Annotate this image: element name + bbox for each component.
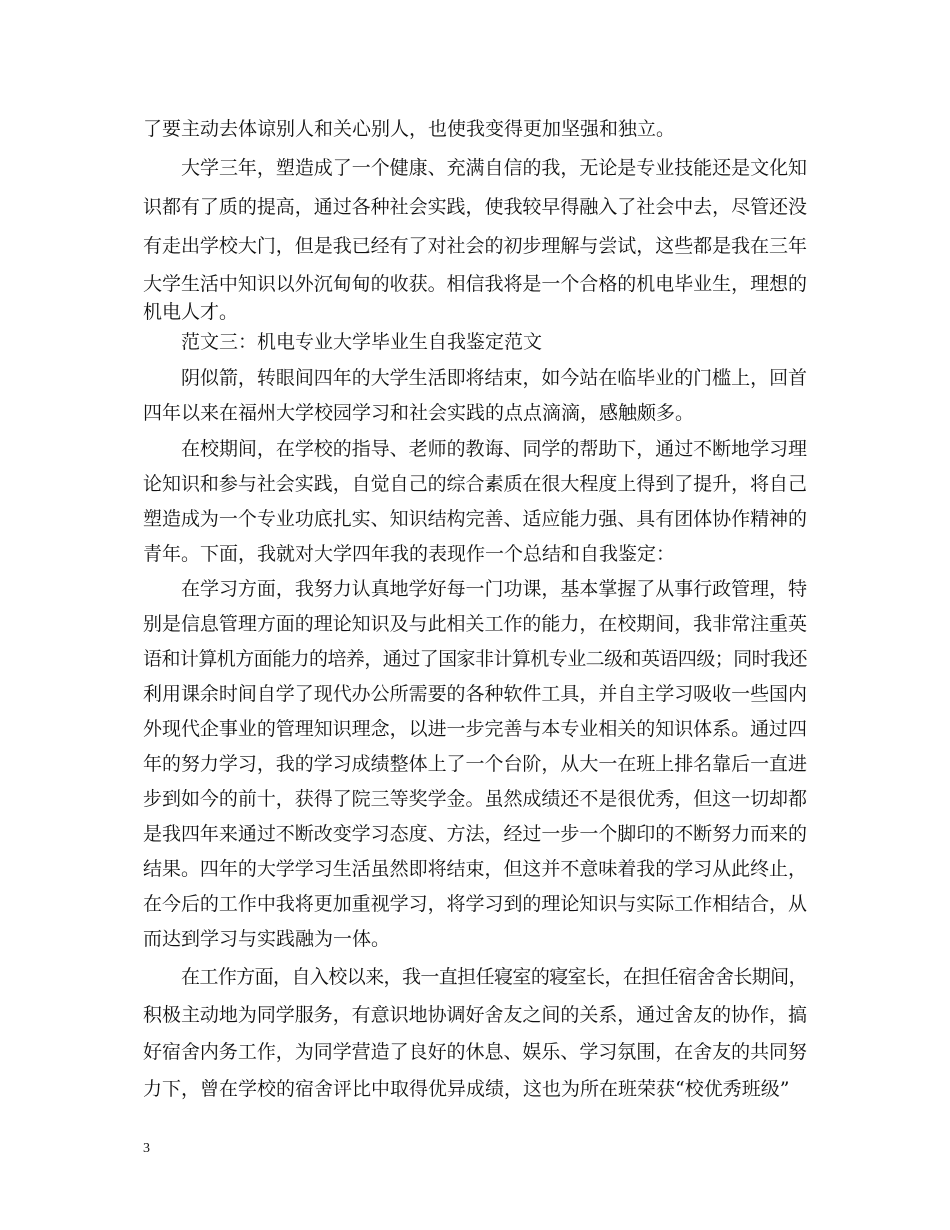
text-line: 识都有了质的提高，通过各种社会实践，使我较早得融入了社会中去，尽管还没 <box>143 196 808 218</box>
text-line: 有走出学校大门，但是我已经有了对社会的初步理解与尝试，这些都是我在三年 <box>143 235 808 257</box>
text-line: 在校期间，在学校的指导、老师的教诲、同学的帮助下，通过不断地学习理 <box>181 438 808 460</box>
text-line: 阴似箭，转眼间四年的大学生活即将结束，如今站在临毕业的门槛上，回首 <box>181 367 808 389</box>
text-line: 在工作方面，自入校以来，我一直担任寝室的寝室长，在担任宿舍舍长期间， <box>181 966 808 988</box>
text-line: 在今后的工作中我将更加重视学习，将学习到的理论知识与实际工作相结合，从 <box>143 893 808 915</box>
page-number: 3 <box>143 1141 150 1156</box>
text-line: 青年。下面，我就对大学四年我的表现作一个总结和自我鉴定： <box>143 543 676 565</box>
text-line: 外现代企事业的管理知识理念，以进一步完善与本专业相关的知识体系。通过四 <box>143 718 808 740</box>
text-line: 力下，曾在学校的宿舍评比中取得优异成绩，这也为所在班荣获“校优秀班级” <box>143 1078 790 1100</box>
text-line: 结果。四年的大学学习生活虽然即将结束，但这并不意味着我的学习从此终止， <box>143 858 808 880</box>
text-line: 语和计算机方面能力的培养，通过了国家非计算机专业二级和英语四级；同时我还 <box>143 648 808 670</box>
text-line: 四年以来在福州大学校园学习和社会实践的点点滴滴，感触颇多。 <box>143 402 695 424</box>
text-line: 在学习方面，我努力认真地学好每一门功课，基本掌握了从事行政管理，特 <box>181 578 808 600</box>
text-line: 利用课余时间自学了现代办公所需要的各种软件工具，并自主学习吸收一些国内 <box>143 683 808 705</box>
text-line: 积极主动地为同学服务，有意识地协调好舍友之间的关系，通过舍友的协作，搞 <box>143 1004 808 1026</box>
text-line: 步到如今的前十，获得了院三等奖学金。虽然成绩还不是很优秀，但这一切却都 <box>143 788 808 810</box>
text-line: 论知识和参与社会实践，自觉自己的综合素质在很大程度上得到了提升，将自己 <box>143 473 808 495</box>
text-line: 大学三年，塑造成了一个健康、充满自信的我，无论是专业技能还是文化知 <box>181 157 808 179</box>
text-line: 塑造成为一个专业功底扎实、知识结构完善、适应能力强、具有团体协作精神的 <box>143 508 808 530</box>
text-line: 了要主动去体谅别人和关心别人，也使我变得更加坚强和独立。 <box>143 118 676 140</box>
text-line: 大学生活中知识以外沉甸甸的收获。相信我将是一个合格的机电毕业生，理想的 <box>143 273 808 295</box>
text-line: 年的努力学习，我的学习成绩整体上了一个台阶，从大一在班上排名靠后一直进 <box>143 753 808 775</box>
text-line: 是我四年来通过不断改变学习态度、方法，经过一步一个脚印的不断努力而来的 <box>143 823 808 845</box>
text-line: 而达到学习与实践融为一体。 <box>143 928 391 950</box>
text-line: 机电人才。 <box>143 301 239 323</box>
section-heading: 范文三：机电专业大学毕业生自我鉴定范文 <box>181 331 543 353</box>
text-line: 别是信息管理方面的理论知识及与此相关工作的能力，在校期间，我非常注重英 <box>143 613 808 635</box>
text-line: 好宿舍内务工作，为同学营造了良好的休息、娱乐、学习氛围，在舍友的共同努 <box>143 1041 808 1063</box>
